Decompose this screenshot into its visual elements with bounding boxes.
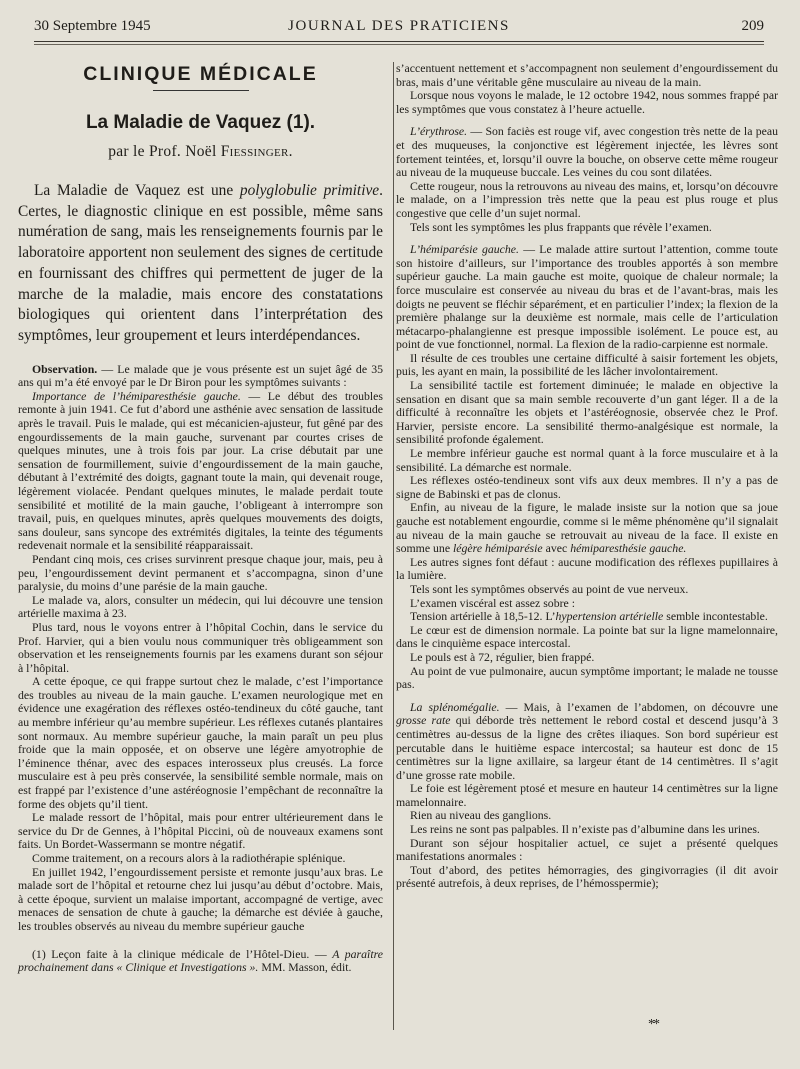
paragraph: Les reins ne sont pas palpables. Il n’existe pas d’albumine dans les urines.: [410, 822, 760, 837]
paragraph: Tels sont les symptômes observés au point de vue nerveux.: [410, 581, 689, 596]
italic-run: légère hémiparésie: [453, 541, 543, 556]
erythrose-paragraph: [396, 125, 778, 179]
text-run: qui déborde très nettement le rebord costal et descend jusqu’à 3 centimètres au-dessus de la ligne des crêtes iliaques. Son bord supérieur est percutable dans le huitième espace intercostal; sa hauteur est donc de 15 centimètres sur la ligne axillaire, sa largeur étant de 14 centimètres. Il s’agit d’une grosse rate mobile.: [396, 713, 778, 782]
byline-prefix: par le Prof. Noël: [108, 143, 221, 160]
section-heading: CLINIQUE MÉDICALE: [83, 63, 318, 85]
erythrose-text: — Son faciès est rouge vif, avec congestion très nette de la peau et des muqueuses, la conjonctive est légèrement injectée, les lèvres sont fortement teintées, et, lorsqu’il ouvre la bouche, on observe cette même rougeur au niveau de la muqueuse buccale. Les veines du cou sont dilatées.: [396, 124, 778, 180]
paragraph: Cette rougeur, nous la retrouvons au niveau des mains, et, lorsqu’on découvre le malade, on a l’impression très nette que la peau est plus rouge et plus congestive que celle d’un sujet normal.: [396, 178, 778, 220]
lead-italic: polyglobulie primitive: [239, 182, 380, 199]
paragraph: Tels sont les symptômes les plus frappants que révèle l’examen.: [410, 219, 712, 234]
paragraph: Comme traitement, on a recours alors à la radiothérapie splénique.: [32, 851, 346, 865]
paragraph: Le malade va, alors, consulter un médecin, qui lui découvre une tension artérielle maxima à 23.: [18, 592, 383, 621]
text-run: semble incontestable.: [663, 609, 768, 624]
lead-text-rest: . Certes, le diagnostic clinique en est possible, même sans numération de sang, mais les renseignements fournis par le laboratoire apportent non seulement des signes de certitude en fournissant des chiffres qui permettent de juger de la marche de la maladie, mais encore des constatations biologiques qui orientent dans l’interprétation des symptômes, leur groupement et leurs interdépendances.: [18, 182, 383, 344]
text-run: avec: [542, 541, 571, 556]
paragraph: Pendant cinq mois, ces crises survinrent presque chaque jour, mais, peu à peu, l’engourdissement devint permanent et s’accompagna, sinon d’une paralysie, du moins d’une parésie de la main gauche.: [18, 551, 383, 594]
importance-text: — Le début des troubles remonte à juin 1941. Ce fut d’abord une asthénie avec sensation de lassitude après le travail. Puis le malade, qui est mécanicien-ajusteur, fut gêné par des engourdissements de la main gauche, survenant par courtes crises de quelques minutes, une à trois fois par jour. La crise débutait par une sensation de fourmillement, suivie d’engourdissement de la main gauche, débutant à l’extrémité des doigts, gagnant toute la main, qui devenait rouge, légèrement violacée. Pendant quelques minutes, le malade perdait toute sensibilité et motilité de la main gauche, l’obligeant à interrompre son travail, puis, en quelques minutes, après quelques mouvements des doigts, sans douleur, sans syncope des extrémités digitales, la teinte des téguments redevenait normale et la sensibilité réapparaissait.: [18, 388, 383, 553]
byline-author: Fiessinger.: [220, 143, 293, 160]
paragraph: Le membre inférieur gauche est normal quant à la force musculaire et à la sensibilité. La démarche est normale.: [396, 446, 778, 474]
paragraph: Le cœur est de dimension normale. La pointe bat sur la ligne mamelonnaire, dans le cinquième espace intercostal.: [396, 622, 778, 651]
footnote: [18, 948, 383, 975]
header-journal-title: JOURNAL DES PRATICIENS: [288, 18, 510, 34]
text-run: — Mais, à l’examen de l’abdomen, on découvre une: [499, 699, 778, 714]
hemiparesie-paragraph: [396, 243, 778, 352]
text-run: Tension artérielle à 18,5-12. L’: [410, 609, 556, 624]
article-byline: [18, 143, 383, 161]
paragraph: Le malade ressort de l’hôpital, mais pour entrer ultérieurement dans le service du Dr de Gennes, à l’hôpital Piccini, où de nouveaux examens sont faits. Un Bordet-Wassermann se montre négatif.: [18, 810, 383, 852]
header-page-number: 209: [741, 18, 764, 34]
paragraph: Plus tard, nous le voyons entrer à l’hôpital Cochin, dans le service du Prof. Harvier, qui a bien voulu nous communiquer très obligeamment son observation et les renseignements fournis par les examens durant son séjour à l’hôpital.: [18, 619, 383, 675]
header-date: 30 Septembre 1945: [34, 18, 151, 34]
footnote-publisher: MM. Masson, édit.: [258, 960, 352, 975]
paragraph: Le foie est légèrement ptosé et mesure en hauteur 14 centimètres sur la ligne mamelonnaire.: [396, 781, 778, 809]
italic-run: hémiparesthésie gauche.: [570, 541, 687, 556]
header-rule: [34, 41, 764, 42]
left-column: [18, 62, 383, 975]
observation-paragraph: [18, 363, 383, 390]
continuation-mark: **: [648, 1017, 658, 1032]
paragraph: Rien au niveau des ganglions.: [410, 808, 552, 823]
paragraph: L’examen viscéral est assez sobre :: [410, 595, 575, 610]
article-title: La Maladie de Vaquez (1).: [85, 112, 316, 133]
importance-paragraph: [18, 390, 383, 553]
paragraph: Les autres signes font défaut : aucune modification des réflexes pupillaires à la lumière.: [396, 554, 778, 583]
header-rule-secondary: [34, 44, 764, 45]
footnote-text: (1) Leçon faite à la clinique médicale de l’Hôtel-Dieu. —: [32, 946, 333, 961]
paragraph: [396, 610, 778, 624]
section-rule: [153, 90, 249, 91]
paragraph: A cette époque, ce qui frappe surtout chez le malade, c’est l’importance des troubles au niveau de la main gauche. L’examen neurologique met en évidence une exagération des réflexes ostéo-tendineux du côté gauche, tant au membre inférieur qu’au membre supérieur. Les réflexes cutanés plantaires sont normaux. Au membre supérieur gauche, la main paraît un peu plus froide que la main opposée, et on observe une légère amyotrophie de l’éminence thénar, avec des espaces interosseux plus creusés. La force musculaire est à peu près conservée, la sensibilité semble normale, mais on est frappé par l’existence d’une astéréognosie l’empêchant de reconnaître la forme des objets qu’il tient.: [18, 674, 383, 811]
column-divider: [393, 62, 394, 1030]
paragraph: Les réflexes ostéo-tendineux sont vifs aux deux membres. Il n’y a pas de signe de Babinski et pas de clonus.: [396, 473, 778, 501]
running-header: [34, 18, 764, 38]
erythrose-label: L’érythrose.: [410, 124, 468, 139]
hemiparesie-label: L’hémiparésie gauche.: [410, 242, 519, 257]
paragraph: En juillet 1942, l’engourdissement persiste et remonte jusqu’aux bras. Le malade sort de l’hôpital et retourne chez lui jusqu’au début d’octobre. Mais, à cette époque, survient un malaise important, accompagné de vertige, avec menaces de sensation de chute à gauche; la démarche est déviée à gauche, les troubles observés au niveau du membre supérieur gauche: [18, 864, 383, 933]
text-run: Enfin, au niveau de la figure, le malade insiste sur la notion que sa joue gauche est notablement engourdie, comme si le même phénomène qu’il signalait au niveau de la main gauche se retrouvait au niveau de la face. Il existe en somme une: [396, 500, 778, 556]
paragraph: Durant son séjour hospitalier actuel, ce sujet a présenté quelques manifestations anormales :: [396, 835, 778, 864]
importance-label: Importance de l’hémiparesthésie gauche.: [32, 388, 241, 403]
italic-run: grosse rate: [396, 713, 451, 728]
paragraph: Le pouls est à 72, régulier, bien frappé.: [410, 649, 595, 664]
paragraph: Il résulte de ces troubles une certaine difficulté à saisir fortement les objets, puis, les ayant en main, la possibilité de les lâcher involontairement.: [396, 350, 778, 379]
splenomegalie-label: La splénomégalie.: [410, 699, 500, 714]
paragraph: Tout d’abord, des petites hémorragies, des gingivorragies (il dit avoir présenté autrefois, à deux reprises, de l’hémosspermie);: [396, 862, 778, 891]
observation-text: — Le malade que je vous présente est un sujet âgé de 35 ans qui m’a été envoyé par le Dr Biron pour les symptômes suivants :: [18, 361, 383, 390]
paragraph: Lorsque nous voyons le malade, le 12 octobre 1942, nous sommes frappé par les symptômes que vous constatez à l’heure actuelle.: [396, 88, 778, 116]
observation-label: Observation.: [32, 361, 98, 376]
paragraph: [396, 501, 778, 555]
paragraph: s’accentuent nettement et s’accompagnent non seulement d’engourdissement du bras, mais d’une véritable gêne musculaire au niveau de la main.: [396, 61, 778, 89]
paragraph: La sensibilité tactile est fortement diminuée; le malade en objective la sensation en disant que sa main semble recouverte d’un gant léger. Il a de la difficulté à reconnaître les objets et l’astéréognosie, observée chez le Prof. Harvier, persiste encore. La sensibilité thermo-analgésique est normale, la sensibilité profonde également.: [396, 378, 778, 447]
footnote-italic: A paraître prochainement dans « Clinique et Investigations ».: [18, 946, 383, 975]
right-column: [396, 62, 778, 891]
paragraph: Au point de vue pulmonaire, aucun symptôme important; le malade ne tousse pas.: [396, 663, 778, 692]
italic-run: hypertension artérielle: [555, 609, 664, 624]
hemiparesie-text: — Le malade attire surtout l’attention, comme toute son histoire d’ailleurs, sur l’importance des troubles apportés à son membre supérieur gauche. La main gauche est moite, quoique de chaleur normale; la force musculaire est conservée au niveau du bras et de l’avant-bras, mais les doigts ne peuvent se fléchir séparément, et en particulier l’index; la flexion de la première phalange sur la deuxième est normale, mais celle de l’articulation métacarpo-phalangienne est presque impossible isolément. Le pouce est, au point de vue fonctionnel, normal. La flexion de la radio-carpienne est normale.: [396, 242, 778, 352]
lead-text: La Maladie de Vaquez est une: [34, 182, 240, 199]
splenomegalie-paragraph: [396, 701, 778, 783]
lead-paragraph: [18, 181, 383, 347]
